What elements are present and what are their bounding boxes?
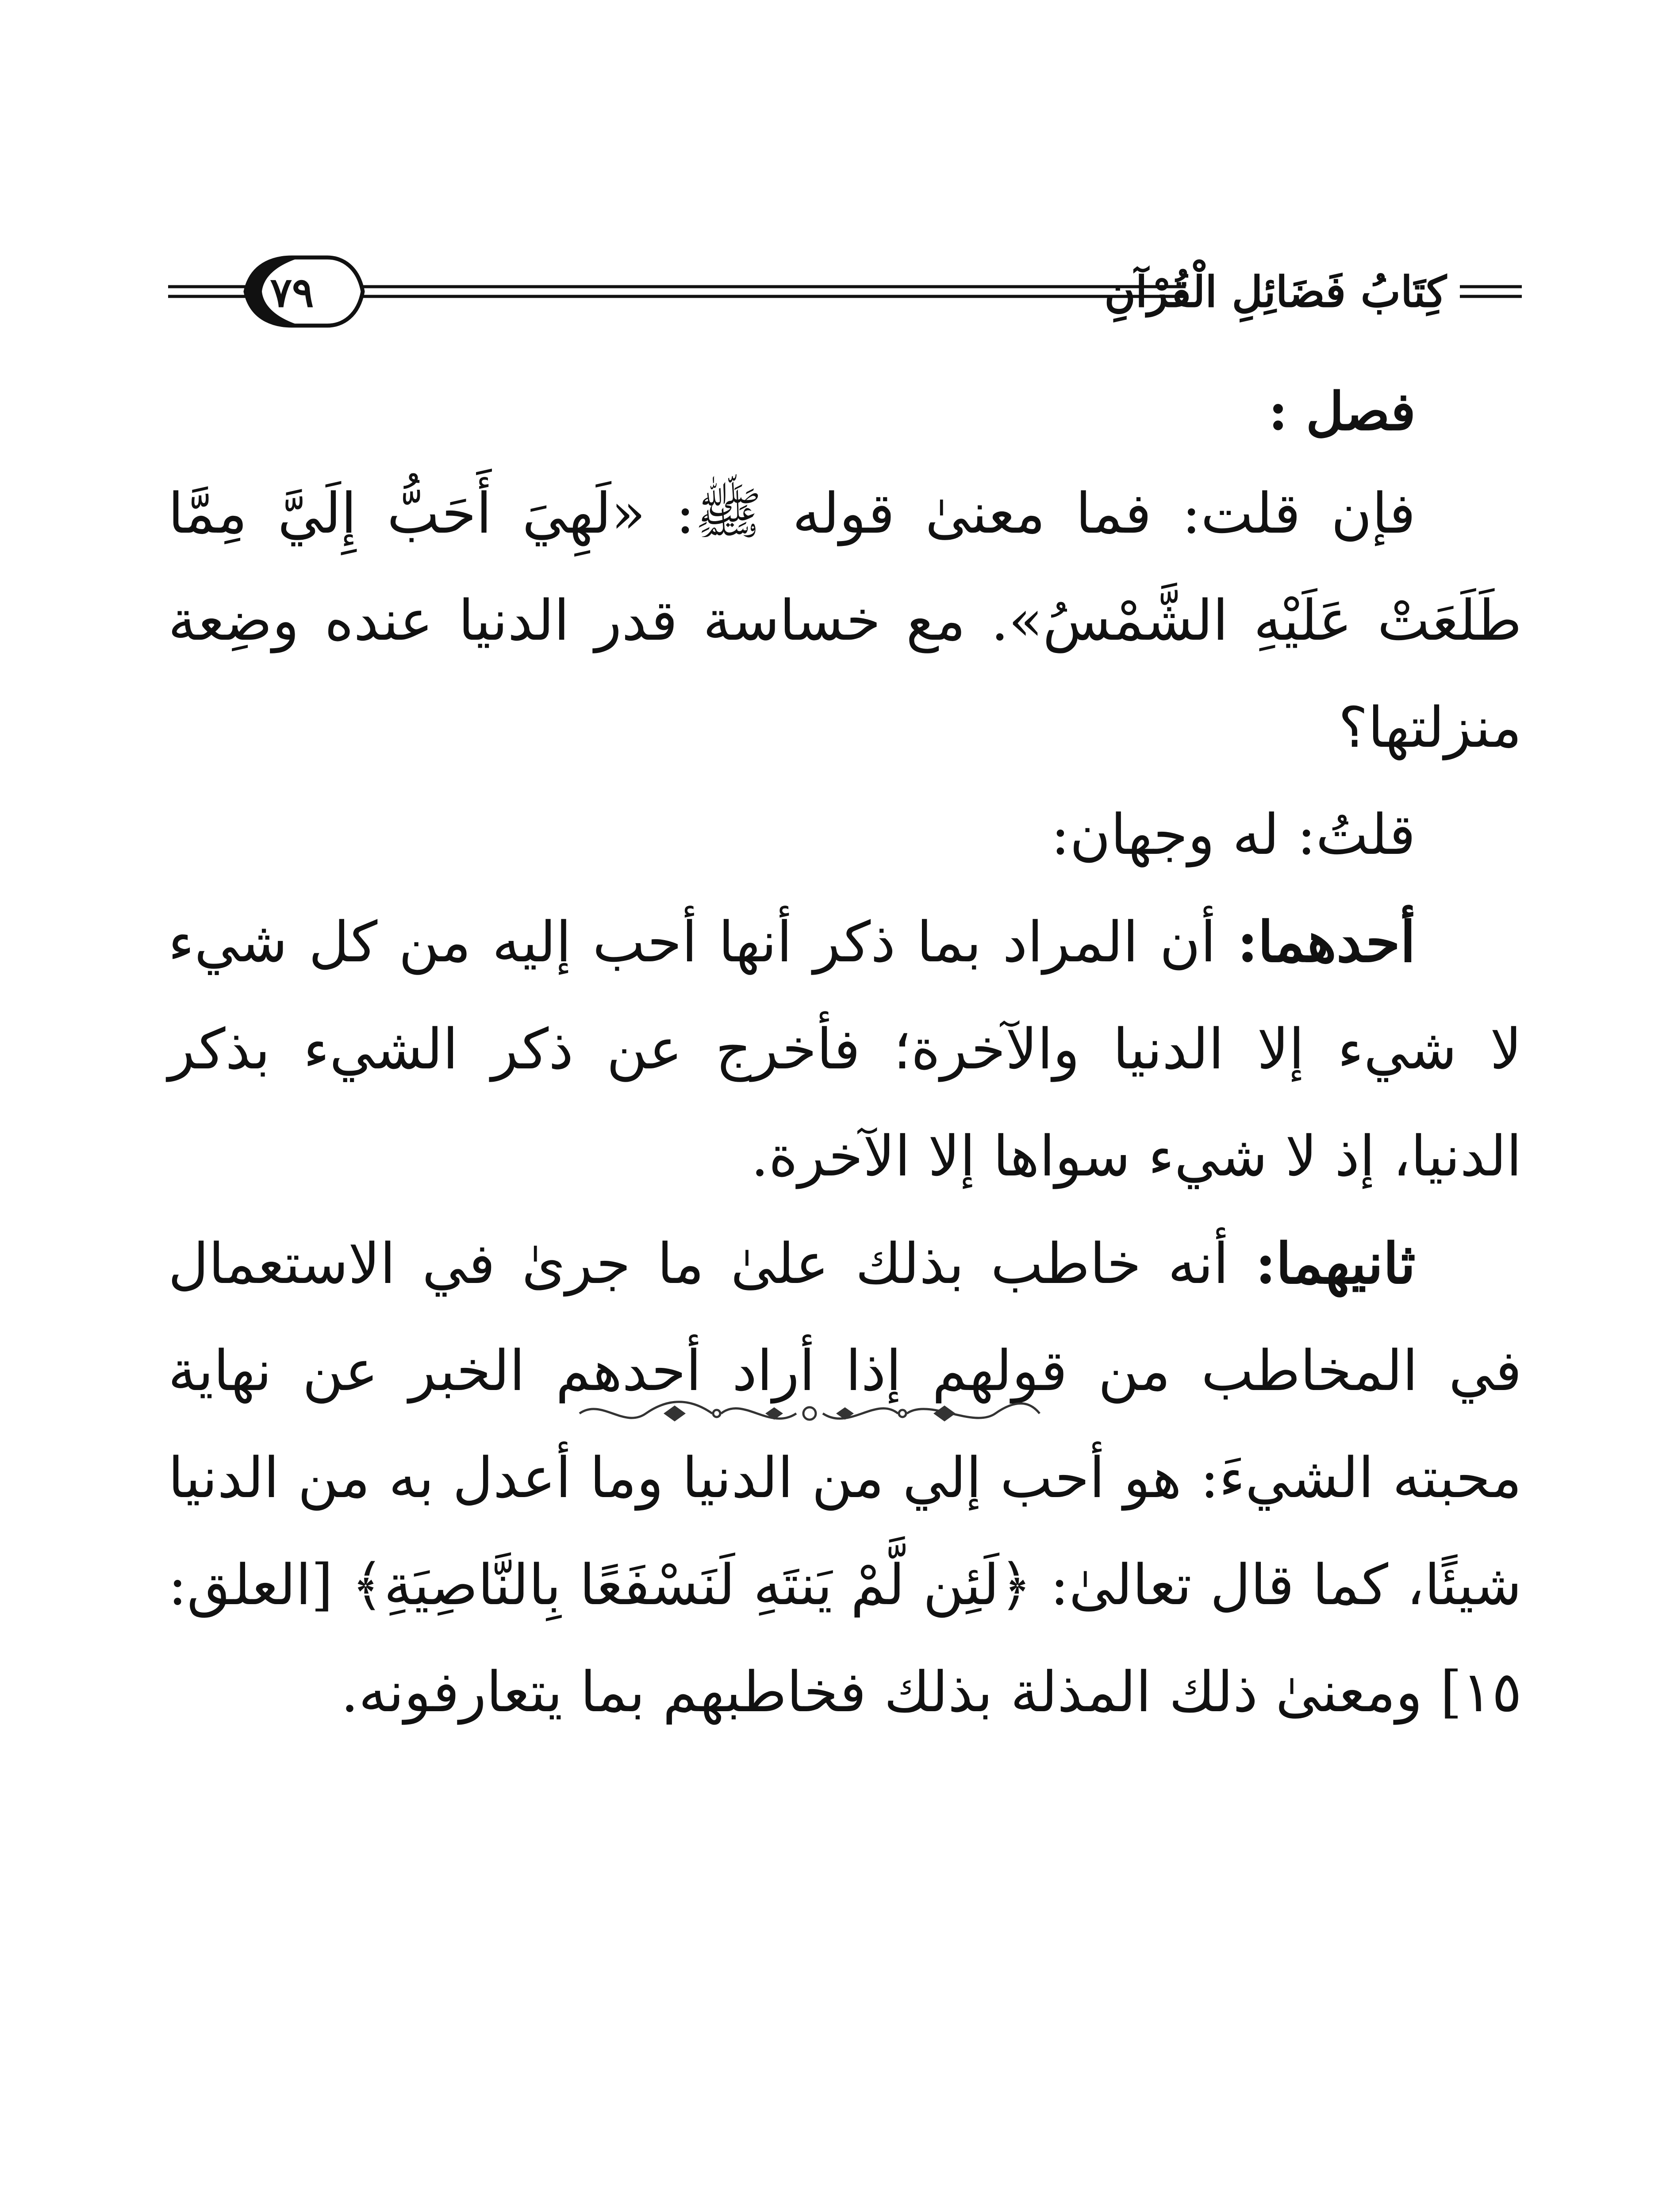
page-number: ٧٩ [270, 269, 314, 316]
paragraph-lead: ثانيهما: [1255, 1231, 1416, 1296]
paragraph-text: قلتُ: له وجهان: [1051, 802, 1416, 867]
paragraph-text: فإن قلت: فما معنىٰ قوله ﷺ: «لَهِيَ أَحَبُّ إِلَيَّ مِمَّا طَلَعَتْ عَلَيْهِ الشَّمْسُ». مع خساسة قدر الدنيا عنده وضِعة منزلتها؟ [168, 481, 1522, 760]
paragraph-second-aspect [168, 1210, 1522, 1746]
paragraph-first-aspect [168, 888, 1522, 1210]
paragraph-text: أن المراد بما ذكر أنها أحب إليه من كل شيء لا شيء إلا الدنيا والآخرة؛ فأخرج عن ذكر الشيء بذكر الدنيا، إذ لا شيء سواها إلا الآخرة. [168, 910, 1522, 1189]
paragraph-question [168, 460, 1522, 781]
paragraph-answer-intro [168, 781, 1522, 888]
book-title: كِتَابُ فَضَائِلِ الْقُرْآنِ [1104, 267, 1447, 317]
page-body [168, 363, 1522, 1746]
running-header [168, 248, 1522, 336]
section-heading: فصل : [1268, 380, 1416, 442]
section-end-ornament [575, 1394, 1044, 1433]
flourish-icon [575, 1394, 1044, 1433]
paragraph-lead: أحدهما: [1237, 909, 1416, 975]
paragraph-text: أنه خاطب بذلك علىٰ ما جرىٰ في الاستعمال في المخاطب من قولهم إذا أراد أحدهم الخبر عن نهاية محبته الشيءَ: هو أحب إلي من الدنيا وما أعدل به من الدنيا شيئًا، كما قال تعالىٰ: ﴿لَئِن لَّمْ يَنتَهِ لَنَسْفَعًا بِالنَّاصِيَةِ﴾ [العلق: ١٥] ومعنىٰ ذلك المذلة بذلك فخاطبهم بما يتعارفونه. [168, 1231, 1522, 1724]
